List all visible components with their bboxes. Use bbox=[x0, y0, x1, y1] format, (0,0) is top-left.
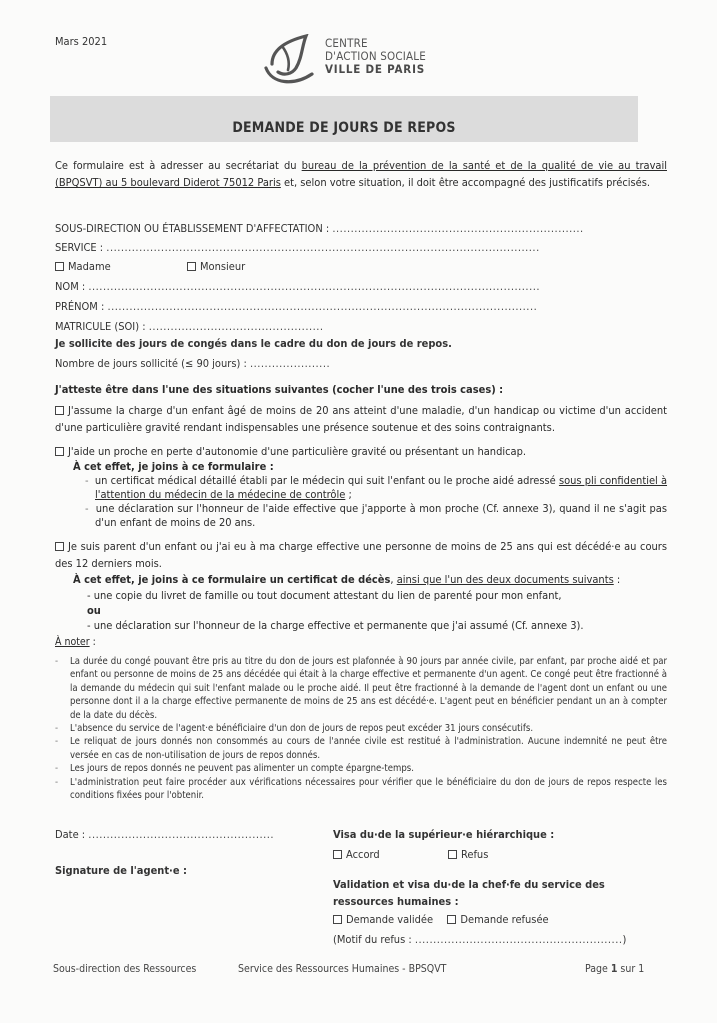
page-prefix: Page bbox=[585, 963, 611, 975]
refus-option[interactable] bbox=[448, 848, 488, 861]
signature-area[interactable] bbox=[55, 880, 315, 940]
field-nom[interactable] bbox=[55, 280, 540, 293]
nombre-jours-label: Nombre de jours sollicité (≤ 90 jours) : bbox=[55, 357, 247, 370]
notes-heading: À noter bbox=[55, 636, 90, 648]
note-item: - Le reliquat de jours donnés non consommés au cours de l'année civile est restitué à l'administration. Aucune indemnité ne peut être versée en cas de non-utilisation de jours de repos donnés. bbox=[55, 735, 667, 762]
situation-3-checkbox[interactable] bbox=[55, 542, 64, 551]
refus-checkbox[interactable] bbox=[448, 850, 457, 859]
visa-label: Visa du·de la supérieur·e hiérarchique : bbox=[333, 828, 555, 841]
nom-label: NOM : bbox=[55, 280, 86, 293]
sollicite-statement: Je sollicite des jours de congés dans le cadre du don de jours de repos. bbox=[55, 337, 452, 350]
note-item: - L'administration peut faire procéder aux vérifications nécessaires pour vérifier que le bénéficiaire du don de jours de repos respecte les conditions fixées pour l'obtenir. bbox=[55, 776, 667, 803]
situation-1-checkbox[interactable] bbox=[55, 406, 64, 415]
prenom-label: PRÉNOM : bbox=[55, 300, 105, 313]
validation-label: Validation et visa du·de la chef·fe du service des ressources humaines : bbox=[333, 878, 605, 908]
field-nombre-jours[interactable] bbox=[55, 357, 330, 370]
item-1-underlined: sous pli confidentiel à l'attention du médecin de la médecine de contrôle bbox=[95, 474, 668, 501]
sous-direction-label: SOUS-DIRECTION OU ÉTABLISSEMENT D'AFFECTATION : bbox=[55, 222, 330, 235]
situation-3-item-1: - une copie du livret de famille ou tout document attestant du lien de parenté pour mon enfant, bbox=[87, 589, 562, 602]
joins-suffix: : bbox=[613, 573, 621, 586]
situation-2-item-2: - une déclaration sur l'honneur de l'aide effective que j'apporte à mon proche (Cf. annexe 3), quand il ne s'agit pas d'un enfant de moins de 20 ans. bbox=[85, 502, 667, 529]
intro-paragraph bbox=[55, 157, 667, 191]
page-mid: sur bbox=[617, 963, 639, 975]
title-band bbox=[50, 96, 638, 142]
note-item: - L'absence du service de l'agent·e bénéficiaire d'un don de jours de repos peut excéder 31 jours consécutifs. bbox=[55, 722, 667, 735]
joins-sep: , bbox=[390, 573, 397, 586]
prenom-input[interactable]: ...................................................................................................................... bbox=[107, 300, 538, 313]
intro-prefix: Ce formulaire est à adresser au secrétariat du bbox=[55, 159, 302, 172]
joins-bold: À cet effet, je joins à ce formulaire un certificat de décès bbox=[73, 573, 391, 586]
joins-underlined: ainsi que l'un des deux documents suivants bbox=[396, 573, 614, 586]
footer-page bbox=[585, 963, 644, 975]
page-title: DEMANDE DE JOURS DE REPOS bbox=[232, 120, 456, 136]
demande-validee-label: Demande validée bbox=[346, 913, 434, 926]
accord-checkbox[interactable] bbox=[333, 850, 342, 859]
item-2-text: une déclaration sur l'honneur de l'aide effective que j'apporte à mon proche (Cf. annexe 3), quand il ne s'agit pas d'un enfant de moins de 20 ans. bbox=[95, 502, 667, 529]
situation-2 bbox=[55, 443, 667, 530]
accord-label: Accord bbox=[346, 848, 380, 861]
field-matricule[interactable] bbox=[55, 320, 324, 333]
logo-line-ville-de-paris: VILLE DE PARIS bbox=[325, 62, 425, 76]
notes-list bbox=[55, 655, 667, 802]
service-input[interactable]: ....................................................................................................................... bbox=[106, 241, 540, 254]
field-prenom[interactable] bbox=[55, 300, 537, 313]
visa-options bbox=[333, 848, 488, 861]
note-item: - La durée du congé pouvant être pris au titre du don de jours est plafonnée à 90 jours par année civile, par enfant, par proche aidé et par enfant ou personne de moins de 25 ans décédée qui était à la charge effective et permanente d'un agent. Ce congé peut être fractionné à la demande du médecin qui suit l'enfant malade ou le proche aidé. Il peut être fractionné à la demande de l'agent dont un enfant ou une personne dont il a la charge effective permanente de moins de 25 ans est décédé·e. L'agent peut en bénéficier pendant un an à compter de la date du décès. bbox=[55, 655, 667, 722]
item-1-suffix: ; bbox=[345, 488, 352, 501]
situation-3-text: Je suis parent d'un enfant ou j'ai eu à ma charge effective une personne de moins de 25 ans qui est décédé·e au cours des 12 derniers mois. bbox=[55, 540, 667, 570]
situation-2-text: J'aide un proche en perte d'autonomie d'une particulière gravité ou présentant un handicap. bbox=[68, 445, 527, 458]
situations-heading: J'atteste être dans l'une des situations suivantes (cocher l'une des trois cases) : bbox=[55, 383, 504, 396]
situation-1 bbox=[55, 402, 667, 436]
situation-3-joins bbox=[55, 572, 667, 588]
note-item: - Les jours de repos donnés ne peuvent pas alimenter un compte épargne-temps. bbox=[55, 762, 667, 775]
date-label: Date : bbox=[55, 828, 86, 841]
refus-label: Refus bbox=[460, 848, 489, 861]
motif-close: ) bbox=[622, 933, 627, 946]
monsieur-checkbox[interactable] bbox=[187, 262, 196, 271]
nom-input[interactable]: ............................................................................................................................ bbox=[88, 280, 540, 293]
field-sous-direction[interactable] bbox=[55, 222, 584, 235]
demande-refusee-option[interactable] bbox=[447, 913, 548, 926]
field-motif-refus[interactable] bbox=[333, 933, 626, 946]
logo-line-centre: CENTRE bbox=[325, 36, 368, 50]
monsieur-option[interactable] bbox=[187, 260, 245, 273]
page-number: 1 bbox=[610, 963, 618, 975]
field-date[interactable] bbox=[55, 828, 274, 841]
situation-3-or: ou bbox=[87, 604, 101, 617]
situation-3 bbox=[55, 538, 667, 633]
intro-suffix: et, selon votre situation, il doit être accompagné des justificatifs précisés. bbox=[280, 176, 651, 189]
madame-label: Madame bbox=[68, 260, 111, 273]
bpqsvt-address: bureau de la prévention de la santé et de la qualité de vie au travail (BPQSVT) au 5 boulevard Diderot 75012 Paris bbox=[55, 159, 667, 189]
civility-group bbox=[55, 260, 245, 273]
matricule-label: MATRICULE (SOI) : bbox=[55, 320, 146, 333]
situation-3-item-2: - une déclaration sur l'honneur de la charge effective et permanente que j'ai assumé (Cf. annexe 3). bbox=[87, 619, 584, 632]
matricule-input[interactable]: ................................................ bbox=[148, 320, 324, 333]
situation-2-checkbox[interactable] bbox=[55, 447, 64, 456]
footer-center: Service des Ressources Humaines - BPSQVT bbox=[238, 963, 447, 975]
situation-1-text: J'assume la charge d'un enfant âgé de moins de 20 ans atteint d'une maladie, d'un handicap ou victime d'un accident d'une particulière gravité rendant indispensables une présence soutenue et des soins contraignants. bbox=[55, 404, 667, 434]
signature-label: Signature de l'agent·e : bbox=[55, 864, 187, 877]
footer-left: Sous-direction des Ressources bbox=[53, 963, 197, 975]
cas-paris-leaf-logo-icon bbox=[262, 34, 322, 88]
demande-validee-option[interactable] bbox=[333, 913, 433, 926]
document-date: Mars 2021 bbox=[55, 35, 108, 48]
nombre-jours-input[interactable]: ...................... bbox=[249, 357, 331, 370]
notes-heading-suffix: : bbox=[89, 636, 96, 648]
situation-2-joins: À cet effet, je joins à ce formulaire : bbox=[73, 460, 274, 473]
item-1-prefix: un certificat médical détaillé établi par le médecin qui suit l'enfant ou le proche aidé adressé bbox=[94, 474, 559, 487]
notes-heading-row bbox=[55, 634, 667, 651]
madame-checkbox[interactable] bbox=[55, 262, 64, 271]
logo bbox=[262, 34, 442, 88]
date-input[interactable]: ................................................... bbox=[88, 828, 275, 841]
demande-refusee-checkbox[interactable] bbox=[447, 915, 456, 924]
accord-option[interactable] bbox=[333, 848, 380, 861]
motif-label: (Motif du refus : bbox=[333, 933, 412, 946]
motif-input[interactable]: ......................................................... bbox=[414, 933, 623, 946]
demande-refusee-label: Demande refusée bbox=[460, 913, 549, 926]
validation-options bbox=[333, 913, 549, 926]
service-label: SERVICE : bbox=[55, 241, 104, 254]
madame-option[interactable] bbox=[55, 260, 111, 273]
logo-line-action-sociale: D'ACTION SOCIALE bbox=[325, 49, 427, 63]
field-service[interactable] bbox=[55, 241, 540, 254]
monsieur-label: Monsieur bbox=[200, 260, 246, 273]
situation-2-item-1: - un certificat médical détaillé établi par le médecin qui suit l'enfant ou le proche aidé adressé sous pli confidentiel à l'attention du médecin de la médecine de contrôle ; bbox=[85, 474, 668, 501]
sous-direction-input[interactable]: ..................................................................... bbox=[332, 222, 584, 235]
page-total: 1 bbox=[638, 963, 645, 975]
demande-validee-checkbox[interactable] bbox=[333, 915, 342, 924]
